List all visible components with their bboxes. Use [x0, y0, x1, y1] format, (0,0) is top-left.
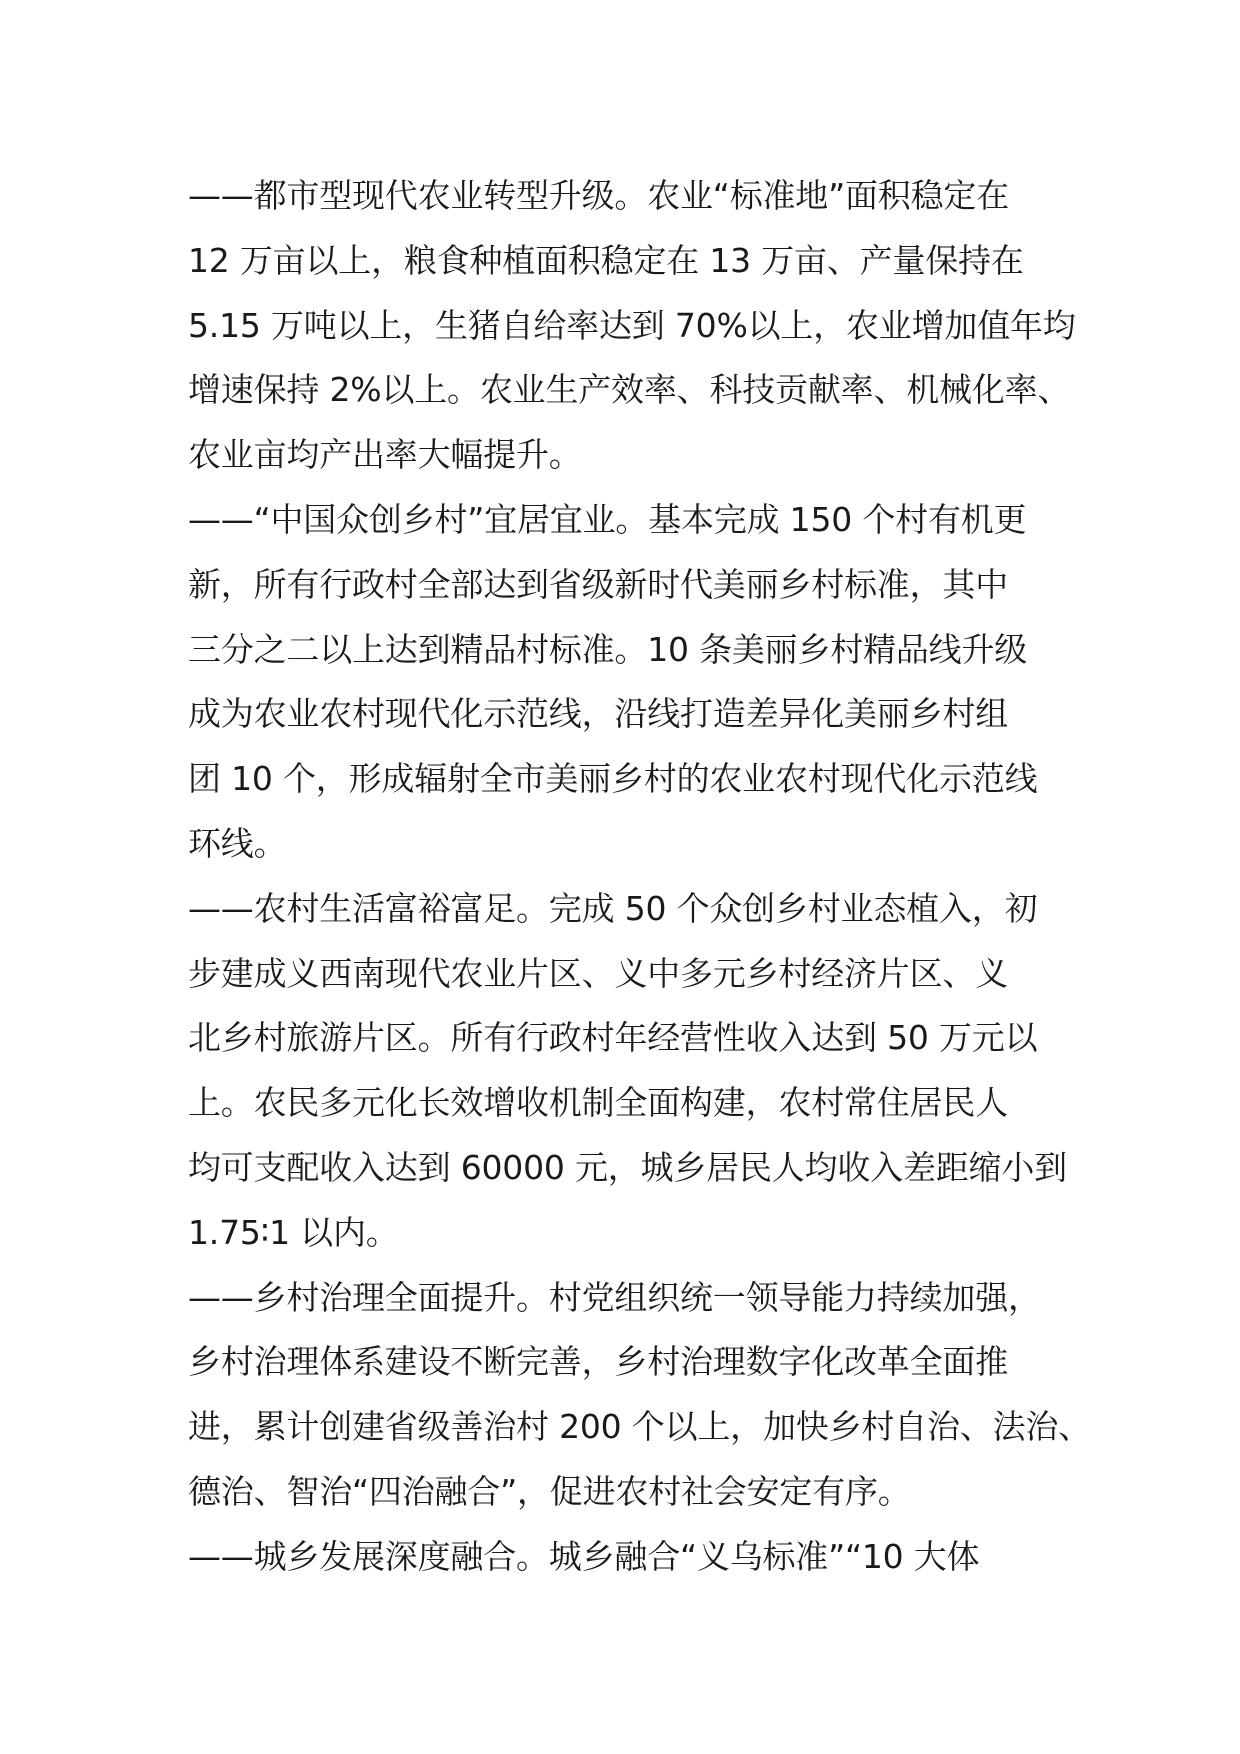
document-body-text: [188, 164, 1091, 1590]
text-line: ——乡村治理全面提升。村党组织统一领导能力持续加强，: [188, 1277, 1041, 1317]
text-line: ——“中国众创乡村”宜居宜业。基本完成 150 个村有机更: [188, 499, 1027, 539]
text-line: ——城乡发展深度融合。城乡融合“义乌标准”“10 大体: [188, 1536, 980, 1576]
text-line: 农业亩均产出率大幅提升。: [188, 435, 582, 475]
text-line: 1.75∶1 以内。: [188, 1212, 399, 1252]
text-line: 北乡村旅游片区。所有行政村年经营性收入达到 50 万元以: [188, 1018, 1038, 1058]
text-line: 均可支配收入达到 60000 元，城乡居民人均收入差距缩小到: [188, 1147, 1067, 1187]
text-line: 成为农业农村现代化示范线，沿线打造差异化美丽乡村组: [188, 694, 1009, 734]
text-line: 乡村治理体系建设不断完善，乡村治理数字化改革全面推: [188, 1342, 1009, 1382]
text-line: 进，累计创建省级善治村 200 个以上，加快乡村自治、法治、: [188, 1407, 1091, 1447]
text-line: 步建成义西南现代农业片区、义中多元乡村经济片区、义: [188, 953, 1009, 993]
text-line: ——都市型现代农业转型升级。农业“标准地”面积稳定在: [188, 176, 1009, 215]
text-line: 新，所有行政村全部达到省级新时代美丽乡村标准，其中: [188, 564, 1009, 604]
text-line: 12 万亩以上，粮食种植面积稳定在 13 万亩、产量保持在: [188, 240, 1024, 280]
text-line: 团 10 个，形成辐射全市美丽乡村的农业农村现代化示范线: [188, 759, 1038, 799]
text-line: 德治、智治“四治融合”，促进农村社会安定有序。: [188, 1471, 911, 1511]
text-line: 增速保持 2%以上。农业生产效率、科技贡献率、机械化率、: [188, 370, 1071, 410]
text-line: ——农村生活富裕富足。完成 50 个众创乡村业态植入，初: [188, 888, 1038, 928]
text-line: 上。农民多元化长效增收机制全面构建，农村常住居民人: [188, 1083, 1009, 1123]
text-line: 5.15 万吨以上，生猪自给率达到 70%以上，农业增加值年均: [188, 305, 1076, 345]
text-line: 环线。: [188, 823, 287, 863]
text-line: 三分之二以上达到精品村标准。10 条美丽乡村精品线升级: [188, 629, 1028, 669]
